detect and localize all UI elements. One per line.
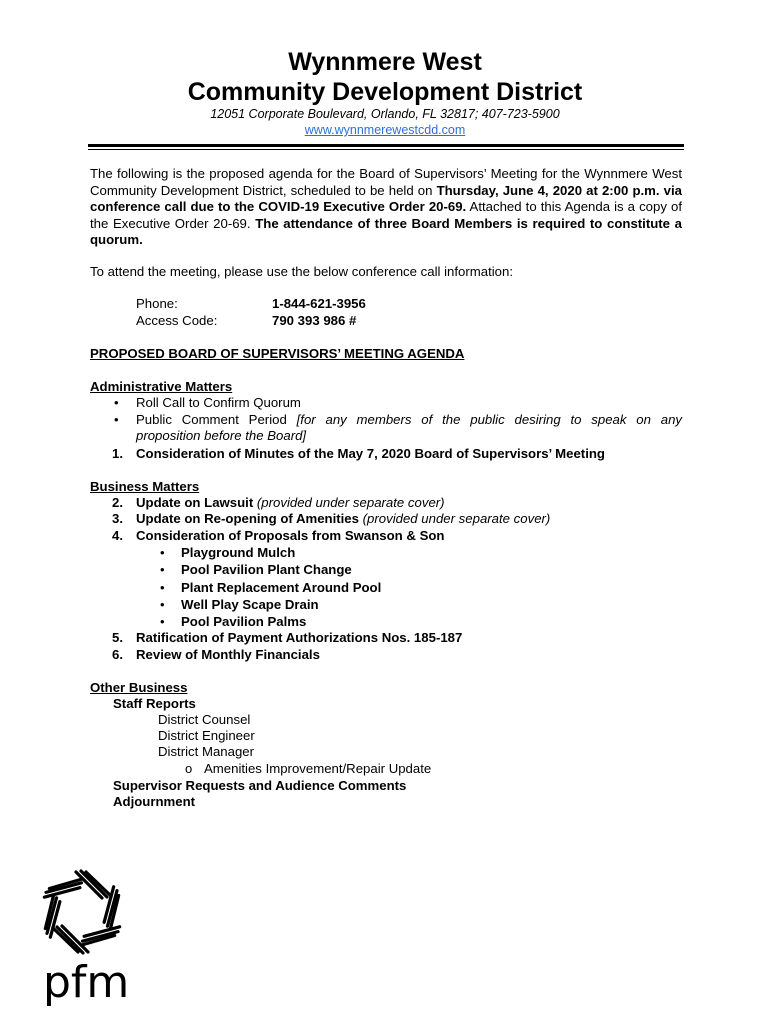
access-code-label: Access Code: [136, 313, 218, 328]
page-title: Community Development District [187, 78, 583, 106]
financials-item: Review of Monthly Financials [136, 647, 320, 662]
district-counsel: District Counsel [158, 712, 251, 727]
proposal-item: Well Play Scape Drain [181, 597, 319, 612]
district-address: 12051 Corporate Boulevard, Orlando, FL 32817; 407-723-5900 [210, 107, 560, 121]
header-rule-thick [88, 144, 684, 147]
bullet-icon: • [160, 614, 165, 629]
amenities-note: (provided under separate cover) [358, 511, 551, 526]
minutes-item: Consideration of Minutes of the May 7, 2020 Board of Supervisors’ Meeting [136, 446, 605, 461]
item-number: 4. [112, 528, 123, 543]
proposal-item: Pool Pavilion Palms [181, 614, 307, 629]
phone-number: 1-844-621-3956 [272, 296, 366, 311]
public-comment-label: Public Comment Period [136, 412, 287, 427]
website-row [0, 123, 770, 138]
lawsuit-item [136, 495, 445, 511]
phone-label: Phone: [136, 296, 178, 311]
item-number: 1. [112, 446, 123, 461]
amenities-label: Update on Re-opening of Amenities [136, 511, 359, 526]
intro-paragraph [90, 166, 682, 249]
district-manager: District Manager [158, 744, 255, 759]
item-number: 6. [112, 647, 123, 662]
public-comment-item [136, 412, 682, 428]
public-comment-note-cont: proposition before the Board] [136, 428, 307, 443]
intro-text: The following is the proposed agenda for the Board of Supervisors’ Meeting for the Wynnmere West Community Development District, scheduled to be held on [90, 166, 682, 198]
pfm-logo-text: pfm [43, 957, 130, 1008]
bullet-icon: • [114, 412, 119, 427]
header-rule-thin [88, 149, 684, 150]
bullet-icon: • [160, 545, 165, 560]
public-comment-note: [for any members of the public desiring to speak on any [296, 412, 682, 427]
bullet-icon: • [160, 580, 165, 595]
quorum-note: The attendance of three Board Members is required to constitute a quorum. [90, 215, 682, 247]
agenda-heading: PROPOSED BOARD OF SUPERVISORS’ MEETING AGENDA [90, 346, 465, 361]
intro-attachment-text: Attached to this Agenda is a copy of the Executive Order 20-69. [90, 199, 682, 231]
lawsuit-note: (provided under separate cover) [253, 495, 445, 510]
access-code-row [136, 313, 356, 329]
adjournment: Adjournment [113, 794, 196, 809]
district-name: Wynnmere West [288, 48, 482, 76]
proposal-item: Playground Mulch [181, 545, 296, 560]
ratification-item: Ratification of Payment Authorizations Nos. 185-187 [136, 630, 463, 645]
pfm-logo-icon [38, 868, 126, 956]
proposal-item: Plant Replacement Around Pool [181, 580, 382, 595]
district-engineer: District Engineer [158, 728, 255, 743]
other-business-heading: Other Business [90, 680, 188, 695]
phone-row [136, 296, 366, 312]
item-number: 5. [112, 630, 123, 645]
business-heading: Business Matters [90, 479, 200, 494]
bullet-icon: • [160, 597, 165, 612]
meeting-datetime: Thursday, June 4, 2020 at 2:00 p.m. via conference call due to the COVID-19 Executive Order 20-69. [90, 182, 682, 214]
item-number: 2. [112, 495, 123, 510]
amenities-item [136, 511, 550, 527]
proposal-item: Pool Pavilion Plant Change [181, 562, 352, 577]
lawsuit-label: Update on Lawsuit [136, 495, 254, 510]
amenities-update: Amenities Improvement/Repair Update [204, 761, 432, 776]
administrative-heading: Administrative Matters [90, 379, 233, 394]
item-number: 3. [112, 511, 123, 526]
website-link[interactable]: www.wynnmerewestcdd.com [304, 123, 466, 137]
supervisor-requests: Supervisor Requests and Audience Comments [113, 778, 407, 793]
circle-bullet-icon: o [185, 761, 193, 776]
proposals-item: Consideration of Proposals from Swanson & Son [136, 528, 445, 543]
roll-call-item: Roll Call to Confirm Quorum [136, 395, 301, 410]
attend-instructions: To attend the meeting, please use the below conference call information: [90, 264, 513, 279]
access-code: 790 393 986 # [272, 313, 357, 328]
bullet-icon: • [160, 562, 165, 577]
staff-reports: Staff Reports [113, 696, 196, 711]
bullet-icon: • [114, 395, 119, 410]
